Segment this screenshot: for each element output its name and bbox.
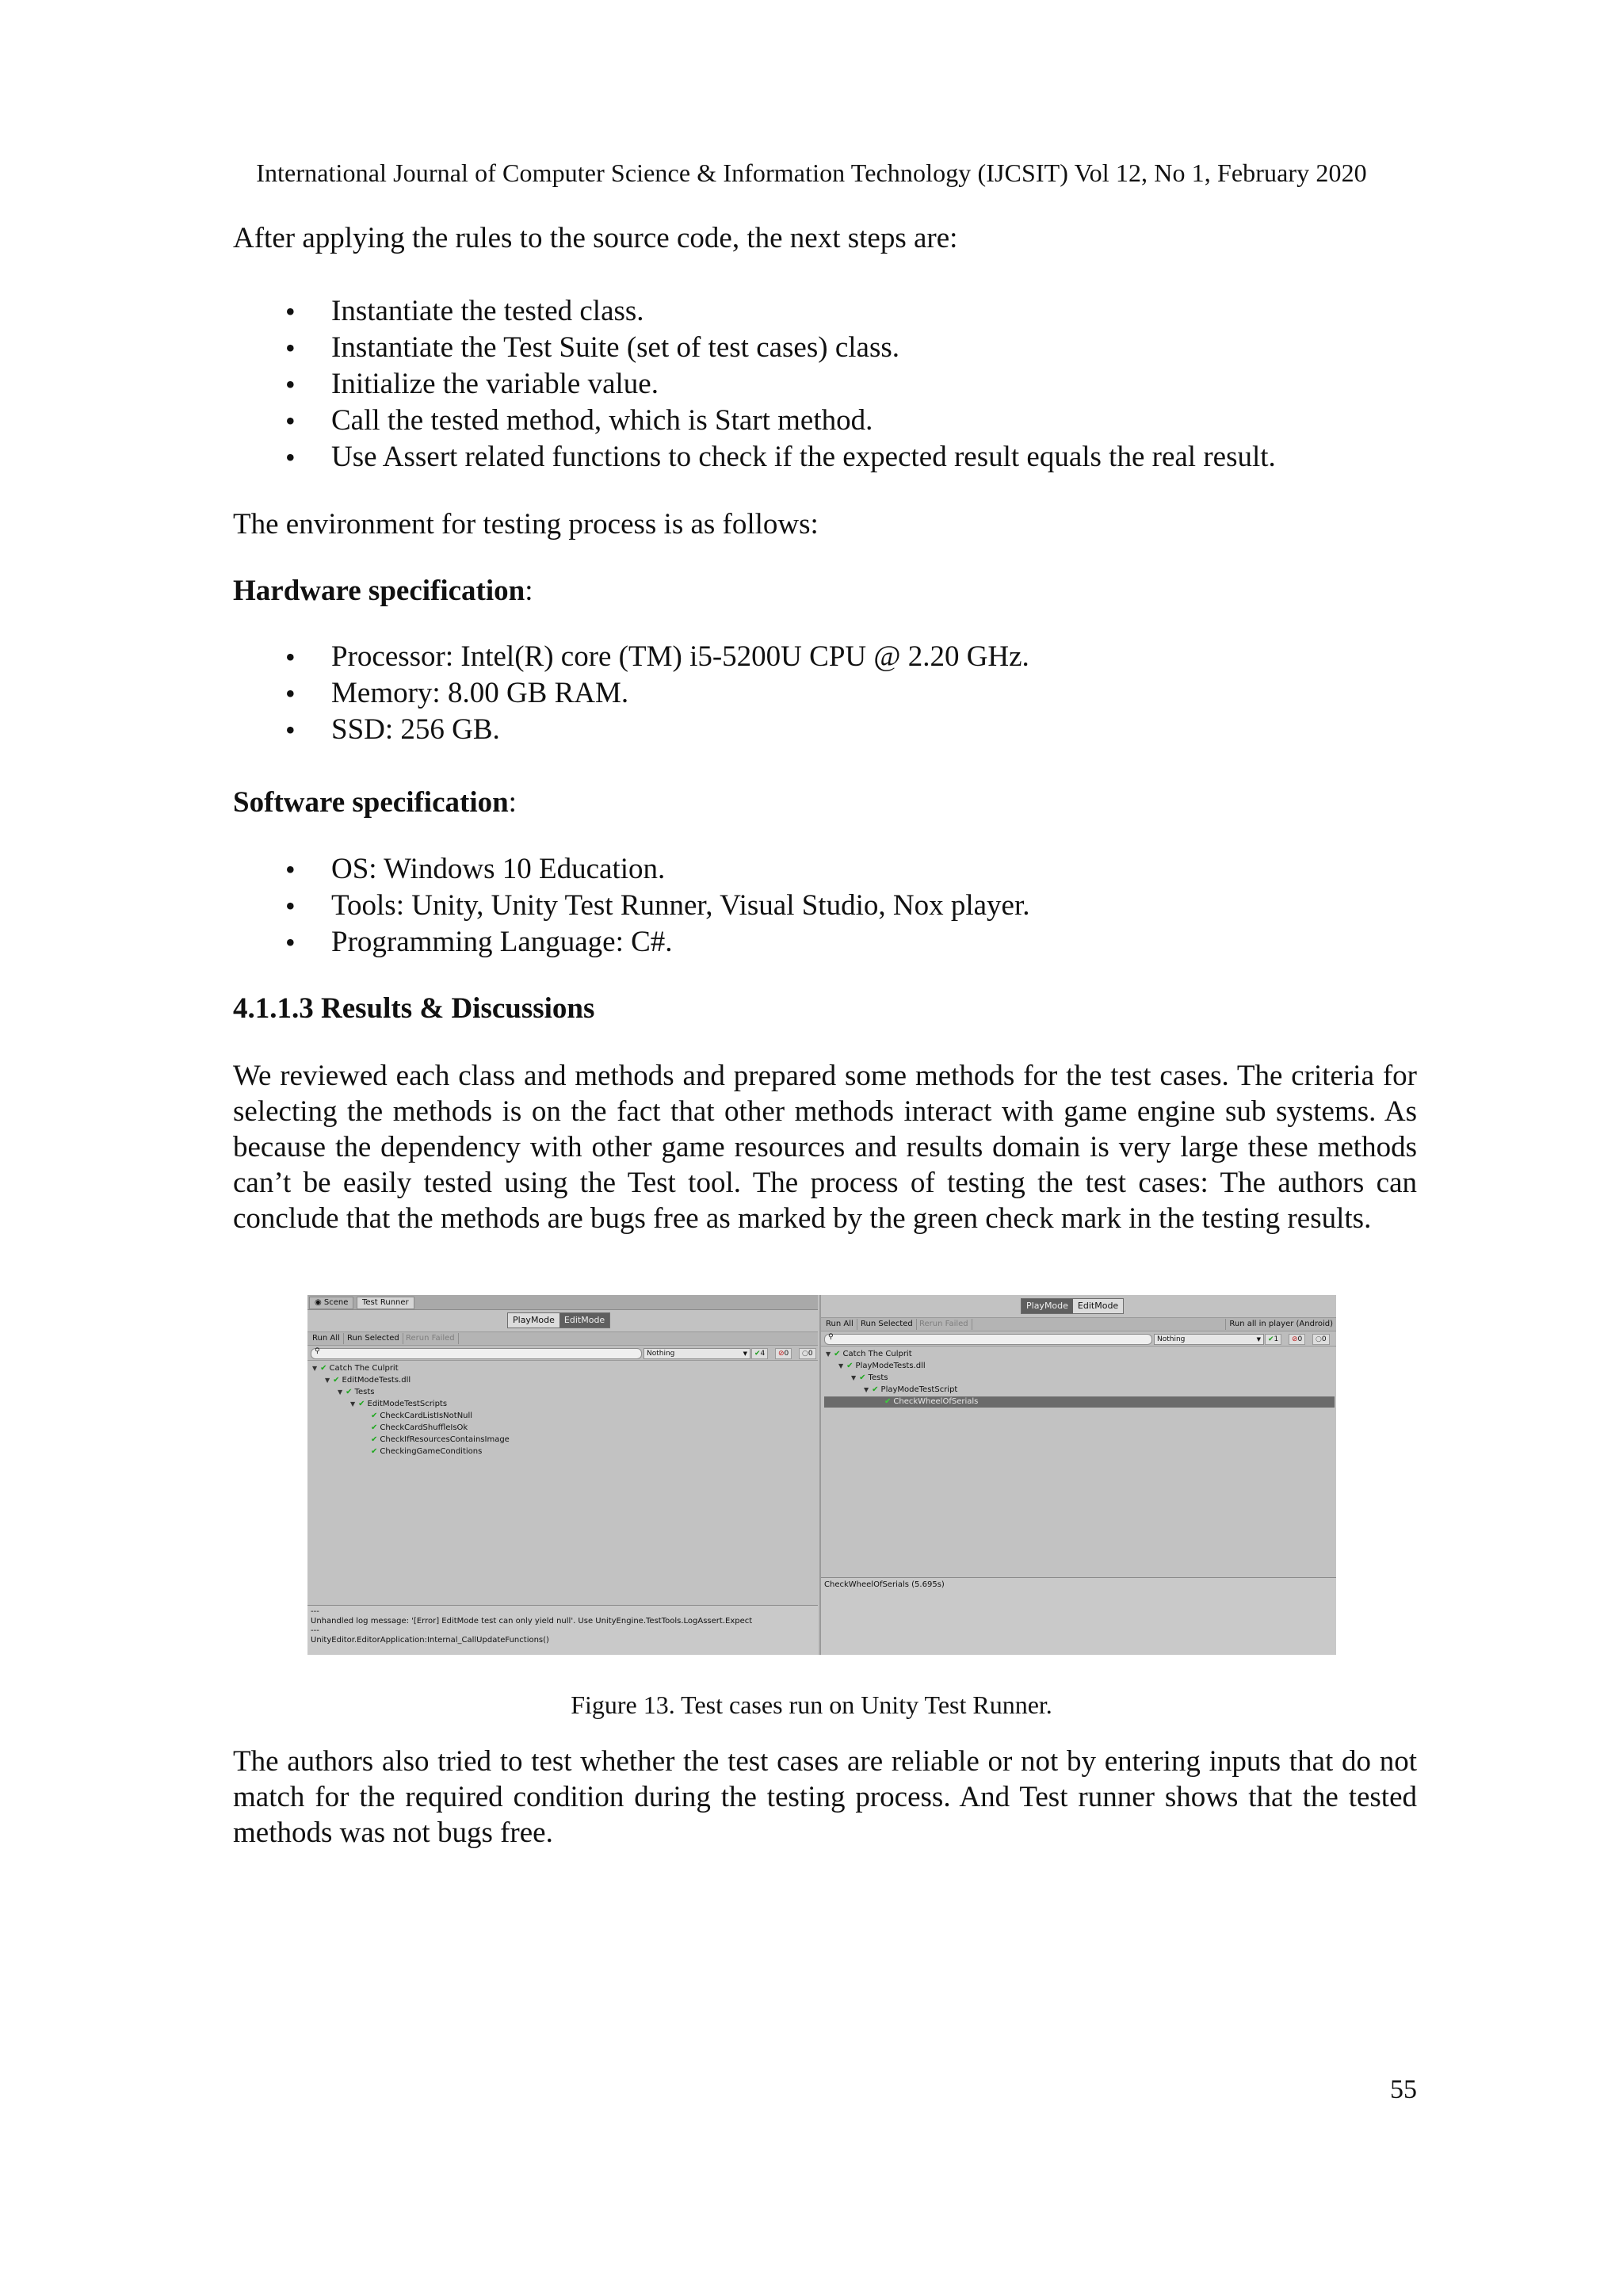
tree-node-label: Catch The Culprit (329, 1364, 399, 1373)
console-log[interactable] (307, 1605, 818, 1655)
fail-icon: ⊘ (1292, 1335, 1298, 1343)
tree-node[interactable] (826, 1349, 912, 1360)
skip-icon: ○ (802, 1350, 808, 1358)
intro-block (233, 220, 1417, 256)
failed-counter[interactable] (1289, 1334, 1305, 1345)
playmode-button[interactable]: PlayMode (508, 1313, 559, 1328)
search-icon: ⚲ (828, 1333, 834, 1341)
mode-toggle (507, 1312, 610, 1328)
software-heading-text: Software specification (233, 786, 509, 819)
expand-triangle-icon: ▼ (350, 1400, 356, 1408)
page-number: 55 (1390, 2075, 1417, 2104)
skipped-count: 0 (808, 1350, 813, 1358)
tab-scene[interactable] (309, 1297, 353, 1309)
tree-node[interactable] (325, 1375, 411, 1386)
editmode-button[interactable]: EditMode (1073, 1299, 1123, 1313)
test-case-node[interactable] (371, 1435, 510, 1446)
test-runner-figure (307, 1295, 1336, 1655)
check-icon: ✔ (333, 1376, 340, 1385)
runner-toolbar (307, 1331, 818, 1346)
passed-count: 1 (1274, 1335, 1279, 1343)
check-icon: ✔ (859, 1373, 866, 1382)
check-icon: ✔ (371, 1423, 378, 1432)
tree-node-label: Tests (354, 1388, 375, 1396)
skipped-counter[interactable] (799, 1348, 816, 1359)
expand-triangle-icon: ▼ (864, 1386, 869, 1393)
editor-tab-bar (307, 1295, 818, 1310)
hardware-heading: Hardware specification: (233, 575, 533, 607)
tree-node[interactable] (350, 1399, 447, 1410)
closing-block (233, 1744, 1417, 1851)
list-item: • Instantiate the Test Suite (set of test cases) class. (233, 330, 1417, 366)
test-case-node[interactable] (371, 1423, 468, 1434)
expand-triangle-icon: ▼ (838, 1362, 844, 1370)
mode-toggle (1021, 1298, 1124, 1314)
test-result-pane[interactable] (821, 1577, 1336, 1655)
tree-node-label: CheckCardShuffleIsOk (380, 1423, 468, 1432)
list-item: • Programming Language: C#. (233, 924, 1417, 961)
tree-node-label: CheckWheelOfSerials (893, 1397, 979, 1406)
run-all-button[interactable]: Run All (309, 1333, 344, 1344)
check-icon: ✔ (872, 1385, 879, 1394)
editmode-test-runner-panel (307, 1295, 818, 1655)
tree-node-label: Tests (868, 1373, 888, 1382)
runner-toolbar (821, 1317, 1336, 1331)
console-line: --- (311, 1607, 319, 1616)
hardware-heading-block (233, 573, 1417, 609)
list-item: • Processor: Intel(R) core (TM) i5-5200U CPU @ 2.20 GHz. (233, 639, 1417, 675)
list-item: • OS: Windows 10 Education. (233, 851, 1417, 888)
search-icon: ⚲ (315, 1347, 320, 1355)
hardware-list-block (233, 639, 1417, 748)
chevron-down-icon: ▼ (743, 1350, 747, 1357)
passed-counter[interactable] (1265, 1334, 1281, 1345)
rerun-failed-button[interactable]: Rerun Failed (403, 1333, 459, 1344)
rerun-failed-button[interactable]: Rerun Failed (916, 1319, 972, 1330)
software-heading-block (233, 785, 1417, 820)
tree-node-label: CheckingGameConditions (380, 1447, 483, 1456)
tree-node[interactable] (851, 1373, 888, 1384)
check-icon: ✔ (1268, 1335, 1274, 1343)
category-dropdown[interactable] (643, 1348, 750, 1359)
tree-node-label: PlayModeTests.dll (855, 1362, 926, 1370)
list-item: • SSD: 256 GB. (233, 712, 1417, 748)
tree-node-label: EditModeTests.dll (342, 1376, 411, 1385)
check-icon: ✔ (754, 1350, 761, 1358)
check-icon: ✔ (846, 1362, 854, 1370)
search-input[interactable] (824, 1334, 1152, 1345)
skipped-count: 0 (1321, 1335, 1327, 1343)
fail-icon: ⊘ (778, 1350, 785, 1358)
editmode-button[interactable]: EditMode (559, 1313, 609, 1328)
software-list (233, 851, 1417, 961)
check-icon: ✔ (834, 1350, 841, 1358)
console-line: --- (311, 1626, 319, 1635)
failed-count: 0 (1297, 1335, 1303, 1343)
software-heading: Software specification: (233, 786, 517, 819)
filter-bar (307, 1346, 818, 1361)
scene-icon: ◉ (315, 1298, 322, 1307)
list-item: • Instantiate the tested class. (233, 293, 1417, 330)
steps-list (233, 293, 1417, 476)
playmode-button[interactable]: PlayMode (1022, 1299, 1073, 1313)
expand-triangle-icon: ▼ (851, 1374, 857, 1381)
tree-node[interactable] (338, 1387, 374, 1398)
tree-node-label: PlayModeTestScript (880, 1385, 958, 1394)
check-icon: ✔ (320, 1364, 327, 1373)
hardware-heading-text: Hardware specification (233, 575, 525, 607)
tree-node[interactable] (838, 1361, 926, 1372)
environment-intro-block (233, 506, 1417, 542)
list-item: • Tools: Unity, Unity Test Runner, Visual Studio, Nox player. (233, 888, 1417, 924)
skip-icon: ○ (1316, 1335, 1322, 1343)
console-line: Unhandled log message: '[Error] EditMode test can only yield null'. Use UnityEngine.TestTools.LogAssert.Expect (311, 1617, 753, 1626)
steps-list-block (233, 293, 1417, 476)
tree-node-label: CheckIfResourcesContainsImage (380, 1435, 510, 1444)
expand-triangle-icon: ▼ (325, 1377, 330, 1384)
category-dropdown[interactable] (1154, 1334, 1264, 1345)
chevron-down-icon: ▼ (1256, 1336, 1261, 1343)
expand-triangle-icon: ▼ (338, 1389, 343, 1396)
test-result-text: CheckWheelOfSerials (5.695s) (824, 1580, 945, 1589)
skipped-counter[interactable] (1312, 1334, 1330, 1345)
test-case-node[interactable] (371, 1411, 472, 1422)
section-heading: 4.1.1.3 Results & Discussions (233, 992, 595, 1025)
run-in-player-button[interactable]: Run all in player (Android) (1225, 1319, 1336, 1330)
software-list-block (233, 851, 1417, 961)
check-icon: ✔ (371, 1412, 378, 1420)
list-item: • Initialize the variable value. (233, 366, 1417, 403)
search-input[interactable] (311, 1348, 642, 1359)
closing-paragraph: The authors also tried to test whether the test cases are reliable or not by entering inputs that do not match for the required condition during the testing process. And Test runner shows that the tested methods was not bugs free. (233, 1745, 1417, 1849)
results-paragraph: We reviewed each class and methods and prepared some methods for the test cases. The criteria for selecting the methods is on the fact that other methods interact with game engine sub systems. As because the dependency with other game resources and results domain is very large these methods can’t be easily tested using the Test tool. The process of testing the test cases: The authors can conclude that the methods are bugs free as marked by the green check mark in the testing results. (233, 1060, 1417, 1235)
tree-node-label: CheckCardListIsNotNull (380, 1412, 473, 1420)
check-icon: ✔ (371, 1435, 378, 1444)
tree-node[interactable] (312, 1363, 399, 1374)
expand-triangle-icon: ▼ (312, 1365, 318, 1372)
check-icon: ✔ (358, 1400, 365, 1408)
expand-triangle-icon: ▼ (826, 1350, 831, 1358)
run-selected-button[interactable]: Run Selected (857, 1319, 917, 1330)
section-heading-block (233, 991, 1417, 1026)
test-case-node[interactable] (371, 1446, 482, 1457)
filter-bar (821, 1331, 1336, 1347)
run-all-button[interactable]: Run All (823, 1319, 857, 1330)
hardware-list (233, 639, 1417, 748)
passed-count: 4 (760, 1350, 766, 1358)
check-icon: ✔ (884, 1397, 892, 1406)
intro-paragraph: After applying the rules to the source code, the next steps are: (233, 222, 958, 254)
tree-node-label: EditModeTestScripts (367, 1400, 448, 1408)
list-item: • Call the tested method, which is Start method. (233, 403, 1417, 439)
environment-intro: The environment for testing process is as follows: (233, 508, 819, 541)
failed-count: 0 (784, 1350, 789, 1358)
tree-node[interactable] (864, 1385, 957, 1396)
figure-caption: Figure 13. Test cases run on Unity Test Runner. (571, 1690, 1052, 1719)
tab-test-runner[interactable]: Test Runner (357, 1297, 414, 1309)
console-line: UnityEditor.EditorApplication:Internal_CallUpdateFunctions() (311, 1636, 549, 1645)
category-dropdown-value: Nothing (647, 1350, 675, 1358)
check-icon: ✔ (371, 1447, 378, 1456)
run-selected-button[interactable]: Run Selected (344, 1333, 403, 1344)
running-header: International Journal of Computer Science & Information Technology (IJCSIT) Vol 12, No 1, February 2020 (256, 159, 1367, 187)
failed-counter[interactable] (775, 1348, 792, 1359)
results-block (233, 1058, 1417, 1236)
playmode-test-runner-panel (819, 1295, 1336, 1655)
passed-counter[interactable] (751, 1348, 768, 1359)
test-case-node-selected[interactable] (824, 1396, 1335, 1408)
category-dropdown-value: Nothing (1157, 1335, 1186, 1343)
check-icon: ✔ (346, 1388, 353, 1396)
tab-label: Scene (323, 1298, 349, 1307)
list-item: • Use Assert related functions to check if the expected result equals the real result. (233, 439, 1417, 476)
list-item: • Memory: 8.00 GB RAM. (233, 675, 1417, 712)
tree-node-label: Catch The Culprit (842, 1350, 912, 1358)
